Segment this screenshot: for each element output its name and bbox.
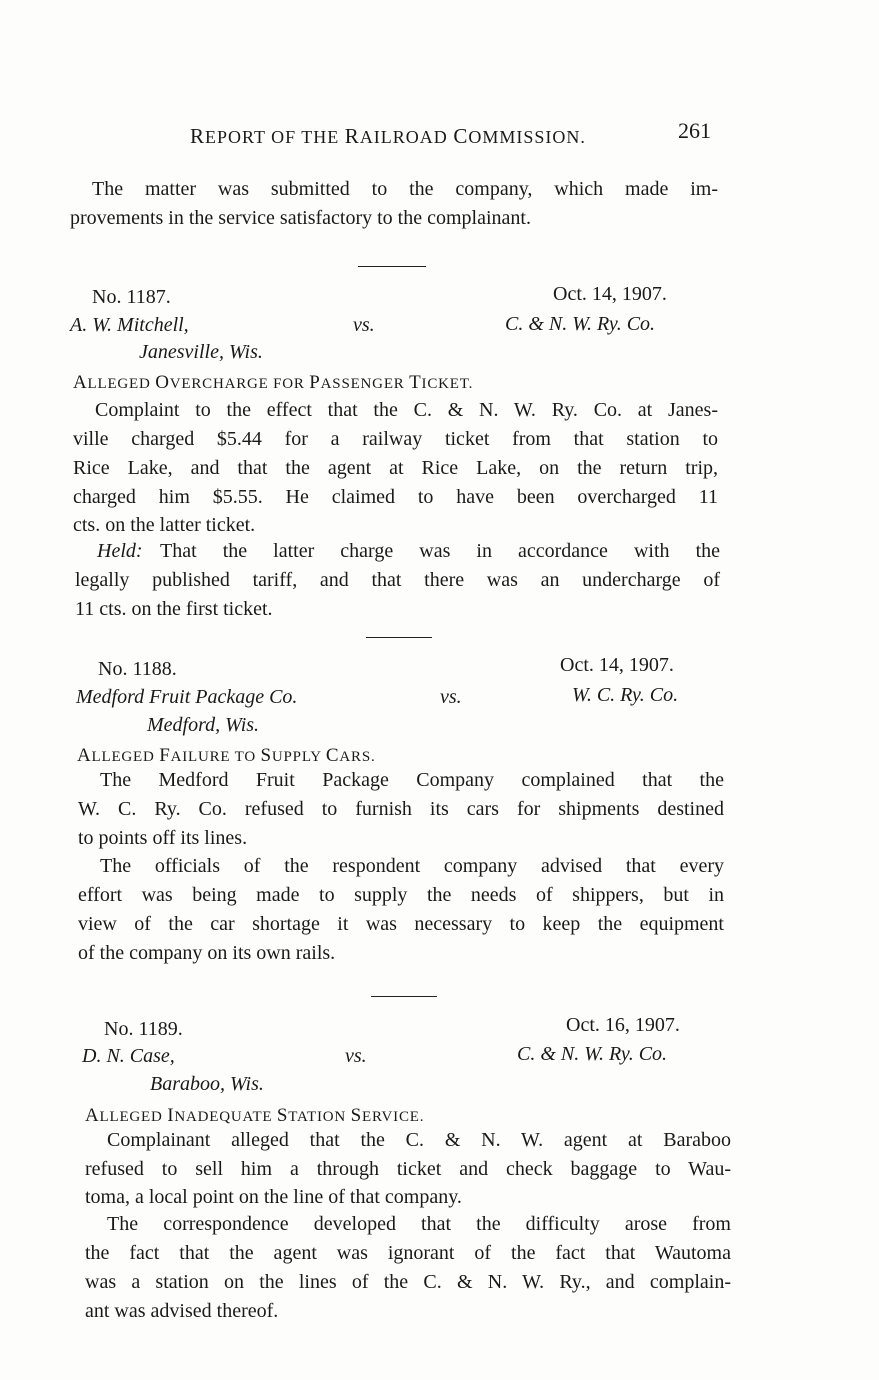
body-line: toma, a local point on the line of that company.	[85, 1186, 462, 1208]
held-line: 11 cts. on the first ticket.	[75, 598, 273, 620]
case-heading: ALLEGED INADEQUATE STATION SERVICE.	[85, 1105, 425, 1126]
complainant-name: Medford Fruit Package Co.	[76, 686, 298, 708]
body-line: cts. on the latter ticket.	[73, 514, 256, 536]
case-number: No. 1188.	[98, 658, 177, 680]
body-line: charged him $5.55. He claimed to have been overcharged 11	[73, 486, 718, 508]
complainant-location: Medford, Wis.	[147, 714, 260, 736]
case-number: No. 1187.	[92, 286, 171, 308]
body-line: ville charged $5.44 for a railway ticket from that station to	[73, 428, 718, 450]
body-line: Complaint to the effect that the C. & N. W. Ry. Co. at Janes-	[95, 399, 718, 421]
body-line: effort was being made to supply the needs of shippers, but in	[78, 884, 724, 906]
body-line: W. C. Ry. Co. refused to furnish its cars for shipments destined	[78, 798, 724, 820]
body-line: Complainant alleged that the C. & N. W. agent at Baraboo	[107, 1129, 731, 1151]
body-line: was a station on the lines of the C. & N. W. Ry., and complain-	[85, 1271, 731, 1293]
case-number: No. 1189.	[104, 1018, 183, 1040]
section-divider	[371, 996, 437, 997]
complainant-name: D. N. Case,	[82, 1045, 175, 1067]
case-date: Oct. 14, 1907.	[560, 654, 674, 676]
running-header: REPORT OF THE RAILROAD COMMISSION.	[190, 124, 586, 148]
held-line: That the latter charge was in accordance with the	[160, 540, 720, 562]
case-date: Oct. 16, 1907.	[566, 1014, 680, 1036]
body-line: of the company on its own rails.	[78, 942, 336, 964]
versus-label: vs.	[353, 314, 375, 336]
case-heading: ALLEGED FAILURE TO SUPPLY CARS.	[77, 745, 376, 766]
complainant-location: Baraboo, Wis.	[150, 1073, 264, 1095]
section-divider	[358, 266, 426, 267]
respondent-name: C. & N. W. Ry. Co.	[517, 1043, 668, 1065]
body-line: view of the car shortage it was necessary to keep the equipment	[78, 913, 724, 935]
body-line: Rice Lake, and that the agent at Rice Lake, on the return trip,	[73, 457, 718, 479]
complainant-location: Janesville, Wis.	[139, 341, 263, 363]
body-line: The officials of the respondent company advised that every	[100, 855, 724, 877]
section-divider	[366, 637, 432, 638]
held-line: legally published tariff, and that there was an undercharge of	[75, 569, 720, 591]
body-line: refused to sell him a through ticket and check baggage to Wau-	[85, 1158, 731, 1180]
body-line: the fact that the agent was ignorant of the fact that Wautoma	[85, 1242, 731, 1264]
page-number: 261	[678, 118, 711, 143]
body-line: ant was advised thereof.	[85, 1300, 279, 1322]
respondent-name: W. C. Ry. Co.	[572, 684, 679, 706]
complainant-name: A. W. Mitchell,	[70, 314, 189, 336]
intro-line: provements in the service satisfactory to the complainant.	[70, 207, 531, 229]
case-date: Oct. 14, 1907.	[553, 283, 667, 305]
respondent-name: C. & N. W. Ry. Co.	[505, 313, 656, 335]
body-line: The Medford Fruit Package Company complained that the	[100, 769, 724, 791]
versus-label: vs.	[345, 1045, 367, 1067]
case-heading: ALLEGED OVERCHARGE FOR PASSENGER TICKET.	[73, 372, 474, 393]
versus-label: vs.	[440, 686, 462, 708]
intro-line: The matter was submitted to the company, which made im-	[92, 178, 718, 200]
body-line: to points off its lines.	[78, 827, 248, 849]
body-line: The correspondence developed that the difficulty arose from	[107, 1213, 731, 1235]
held-label: Held:	[97, 540, 143, 562]
